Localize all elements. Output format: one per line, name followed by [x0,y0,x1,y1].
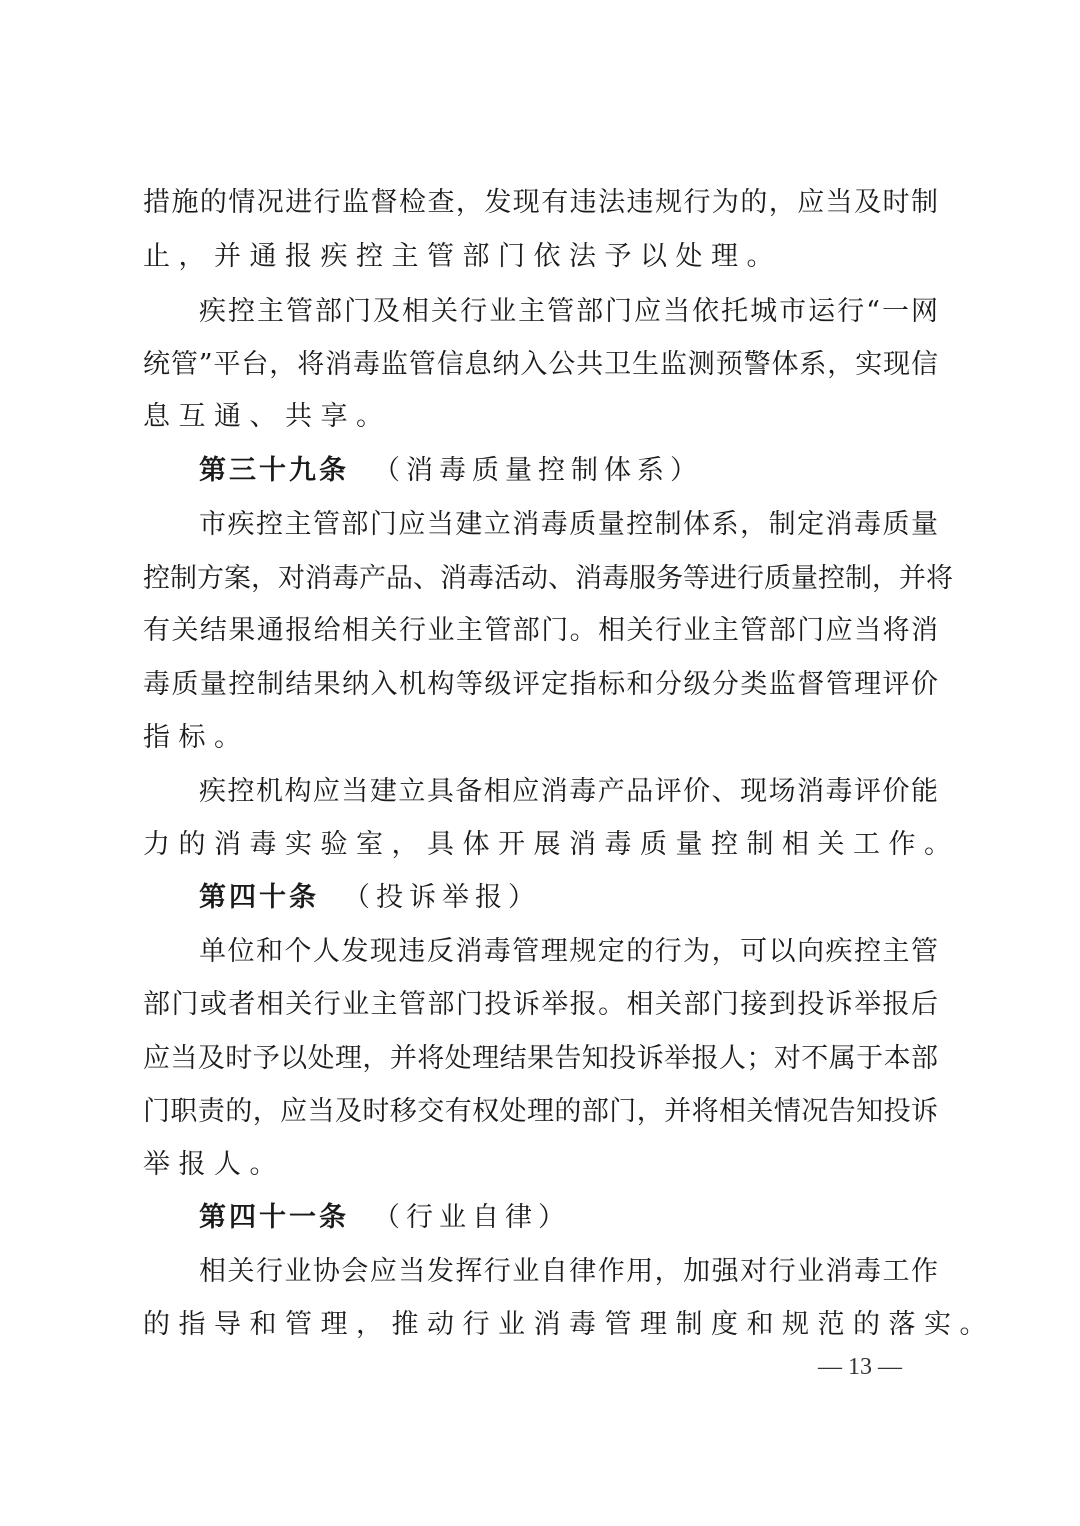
paragraph-line: 举报人。 [143,1149,285,1180]
paragraph-line: 市疾控主管部门应当建立消毒质量控制体系，制定消毒质量 [199,509,938,540]
paragraph-line: 毒质量控制结果纳入机构等级评定指标和分级分类监督管理评价 [143,669,938,700]
paragraph-line: 疾控主管部门及相关行业主管部门应当依托城市运行“一网 [199,296,938,327]
article-title: （投诉举报） [343,882,541,913]
paragraph-line: 部门或者相关行业主管部门投诉举报。相关部门接到投诉举报后 [143,989,938,1020]
page-number: — 13 — [818,1354,902,1380]
paragraph-line: 疾控机构应当建立具备相应消毒产品评价、现场消毒评价能 [199,776,938,807]
paragraph-line: 的指导和管理，推动行业消毒管理制度和规范的落实。 [143,1309,995,1340]
paragraph-line: 有关结果通报给相关行业主管部门。相关行业主管部门应当将消 [143,615,938,646]
paragraph-line: 力的消毒实验室，具体开展消毒质量控制相关工作。 [143,829,960,860]
paragraph-line: 统管”平台，将消毒监管信息纳入公共卫生监测预警体系，实现信 [143,349,938,380]
article-number: 第四十条 [199,882,319,913]
paragraph-line: 措施的情况进行监督检查，发现有违法违规行为的，应当及时制 [143,187,938,218]
paragraph-line: 单位和个人发现违反消毒管理规定的行为，可以向疾控主管 [199,936,938,967]
article-heading-39 [199,453,703,489]
paragraph-line: 应当及时予以处理，并将处理结果告知投诉举报人；对不属于本部 [143,1043,938,1074]
paragraph-line: 控制方案，对消毒产品、消毒活动、消毒服务等进行质量控制，并将 [143,563,953,594]
article-number: 第三十九条 [199,455,349,486]
article-title: （行业自律） [373,1202,571,1233]
paragraph-line: 指标。 [143,722,250,753]
paragraph-line: 相关行业协会应当发挥行业自律作用，加强对行业消毒工作 [199,1256,938,1287]
article-number: 第四十一条 [199,1202,349,1233]
article-heading-41 [199,1200,571,1236]
article-title: （消毒质量控制体系） [373,455,703,486]
paragraph-line: 息互通、共享。 [143,401,392,432]
article-heading-40 [199,880,541,916]
paragraph-line: 止，并通报疾控主管部门依法予以处理。 [143,241,782,272]
paragraph-line: 门职责的，应当及时移交有权处理的部门，并将相关情况告知投诉 [143,1096,938,1127]
